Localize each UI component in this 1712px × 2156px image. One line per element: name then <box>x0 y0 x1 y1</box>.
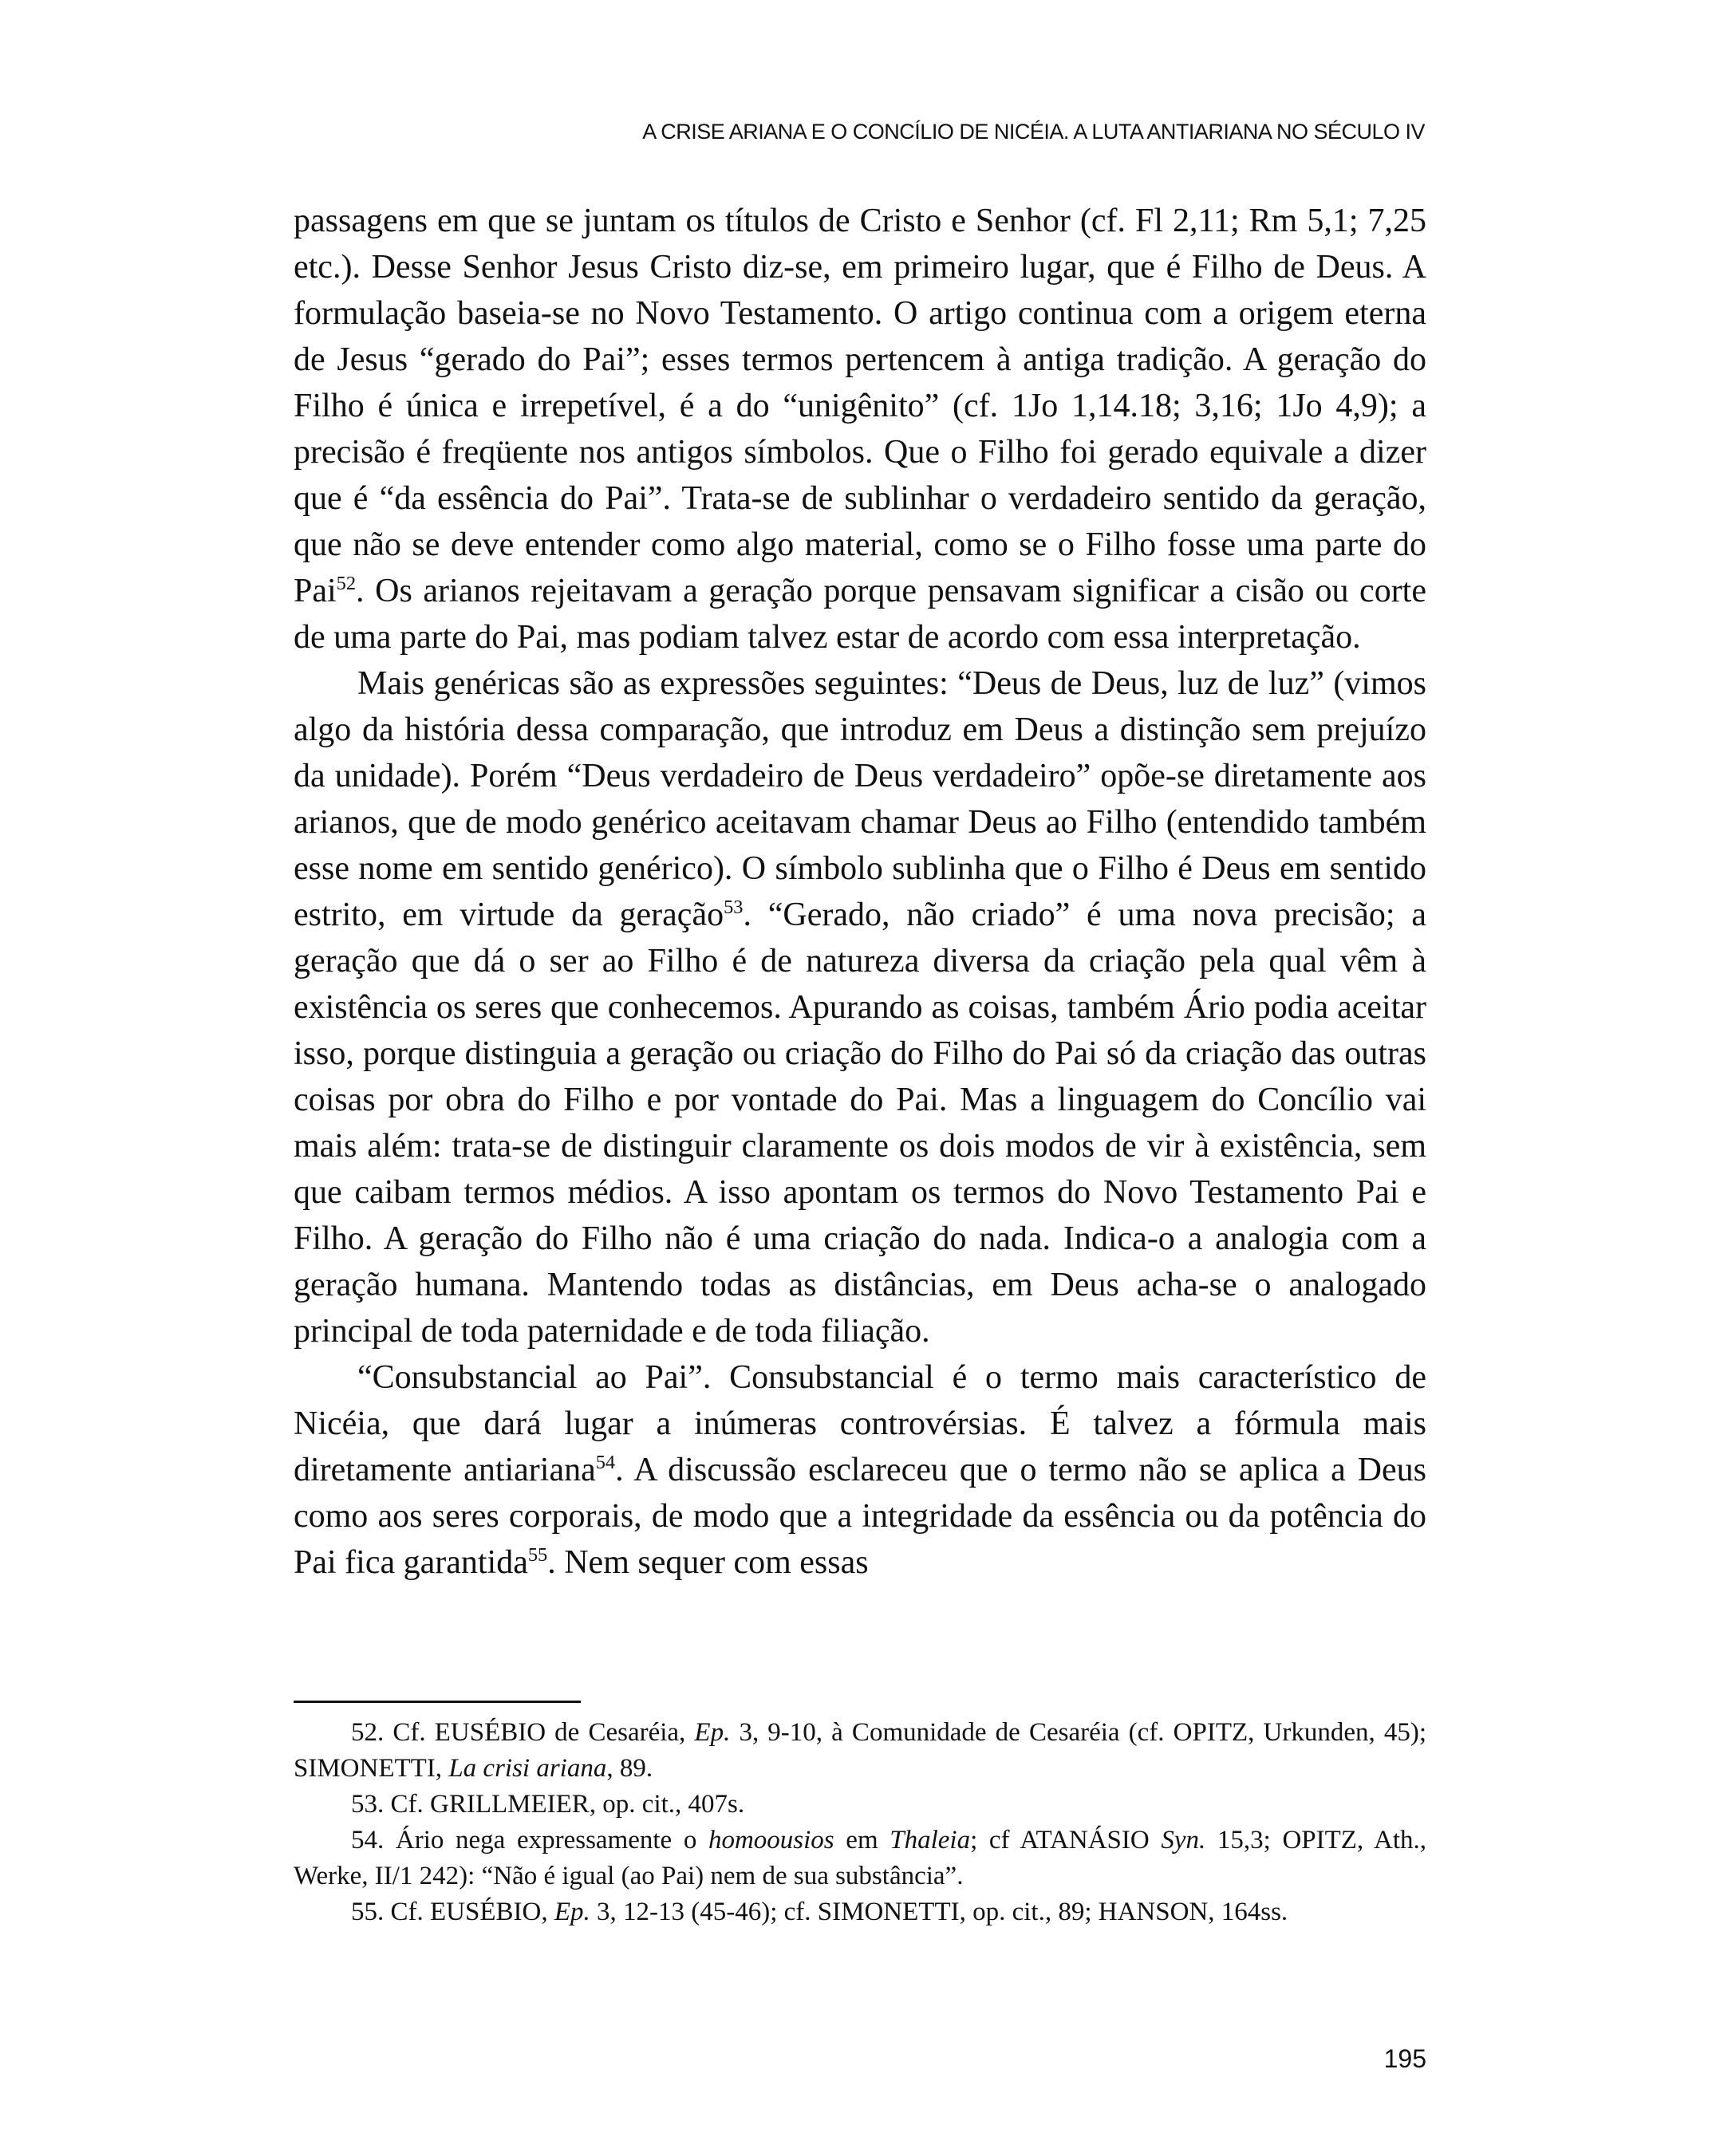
text-run: . “Gerado, não criado” é uma nova precisão; a geração que dá o ser ao Filho é de natureza diversa da criação pela qual vêm à existência os seres que conhecemos. Apurando as coisas, também Ário podia aceitar isso, porque distinguia a geração ou criação do Filho do Pai só da criação das outras coisas por obra do Filho e por vontade do Pai. Mas a linguagem do Concílio vai mais além: trata-se de distinguir claramente os dois modos de vir à existência, sem que caibam termos médios. A isso apontam os termos do Novo Testamento Pai e Filho. A geração do Filho não é uma criação do nada. Indica-o a analogia com a geração humana. Mantendo todas as distâncias, em Deus acha-se o analogado principal de toda paternidade e de toda filiação. <box>294 897 1427 1350</box>
text-run: . Os arianos rejeitavam a geração porque pensavam significar a cisão ou corte de uma parte do Pai, mas podiam talvez estar de acordo com essa interpretação. <box>294 573 1426 656</box>
text-run: 53. Cf. GRILLMEIER, op. cit., 407s. <box>351 1790 745 1819</box>
text-run: ; cf ATANÁSIO <box>970 1826 1162 1854</box>
running-head: A CRISE ARIANA E O CONCÍLIO DE NICÉIA. A LUTA ANTIARIANA NO SÉCULO IV <box>642 120 1425 144</box>
footnote <box>294 1715 1426 1787</box>
paragraph <box>294 1354 1426 1586</box>
text-run: 55. Cf. EUSÉBIO, <box>351 1898 554 1926</box>
footnote-reference: 54 <box>595 1452 616 1473</box>
footnote <box>294 1787 1426 1823</box>
italic-text: Ep. <box>694 1718 731 1747</box>
text-run: em <box>834 1826 890 1854</box>
text-run: passagens em que se juntam os títulos de Cristo e Senhor (cf. Fl 2,11; Rm 5,1; 7,25 etc.). Desse Senhor Jesus Cristo diz-se, em primeiro lugar, que é Filho de Deus. A formulação baseia-se no Novo Testamento. O artigo continua com a origem eterna de Jesus “gerado do Pai”; esses termos pertencem à antiga tradição. A geração do Filho é única e irrepetível, é a do “unigênito” (cf. 1Jo 1,14.18; 3,16; 1Jo 4,9); a precisão é freqüente nos antigos símbolos. Que o Filho foi gerado equivale a dizer que é “da essência do Pai”. Trata-se de sublinhar o verdadeiro sentido da geração, que não se deve entender como algo material, como se o Filho fosse uma parte do Pai <box>294 203 1426 609</box>
footnote <box>294 1823 1426 1894</box>
footnote-separator <box>294 1701 581 1703</box>
footnote-reference: 52 <box>336 573 357 594</box>
text-run: , 89. <box>606 1754 653 1783</box>
text-run: Mais genéricas são as expressões seguintes: “Deus de Deus, luz de luz” (vimos algo da história dessa comparação, que introduz em Deus a distinção sem prejuízo da unidade). Porém “Deus verdadeiro de Deus verdadeiro” opõe-se diretamente aos arianos, que de modo genérico aceitavam chamar Deus ao Filho (entendido também esse nome em sentido genérico). O símbolo sublinha que o Filho é Deus em sentido estrito, em virtude da geração <box>294 665 1426 933</box>
italic-text: homoousios <box>708 1826 834 1854</box>
text-run: . A discussão esclareceu que o termo não se aplica a Deus como aos seres corporais, de modo que a integridade da essência ou da potência do Pai fica garantida <box>294 1452 1426 1581</box>
page-number: 195 <box>1383 2044 1426 2073</box>
main-text <box>294 198 1426 1586</box>
text-run: 52. Cf. EUSÉBIO de Cesaréia, <box>351 1718 695 1747</box>
italic-text: Syn. <box>1161 1826 1206 1854</box>
footnotes <box>294 1715 1426 1930</box>
footnote-reference: 53 <box>724 897 744 918</box>
footnote <box>294 1894 1426 1930</box>
footnote-reference: 55 <box>527 1544 548 1566</box>
paragraph <box>294 198 1426 660</box>
text-run: 3, 12-13 (45-46); cf. SIMONETTI, op. cit., 89; HANSON, 164ss. <box>590 1898 1288 1926</box>
italic-text: Thaleia <box>890 1826 971 1854</box>
italic-text: Ep. <box>554 1898 590 1926</box>
text-run: “Consubstancial ao Pai”. Consubstancial é o termo mais característico de Nicéia, que dará lugar a inúmeras controvérsias. É talvez a fórmula mais diretamente antiariana <box>294 1359 1426 1488</box>
text-run: 54. Ário nega expressamente o <box>351 1826 708 1854</box>
text-run: 3, 9-10, à Comunidade de Cesaréia (cf. OPITZ, Urkunden, 45); SIMONETTI, <box>294 1718 1426 1783</box>
italic-text: La crisi ariana <box>448 1754 607 1783</box>
paragraph <box>294 660 1426 1354</box>
text-run: . Nem sequer com essas <box>547 1544 869 1581</box>
text-run: 15,3; OPITZ, Ath., Werke, II/1 242): “Não é igual (ao Pai) nem de sua substância”. <box>294 1826 1426 1890</box>
